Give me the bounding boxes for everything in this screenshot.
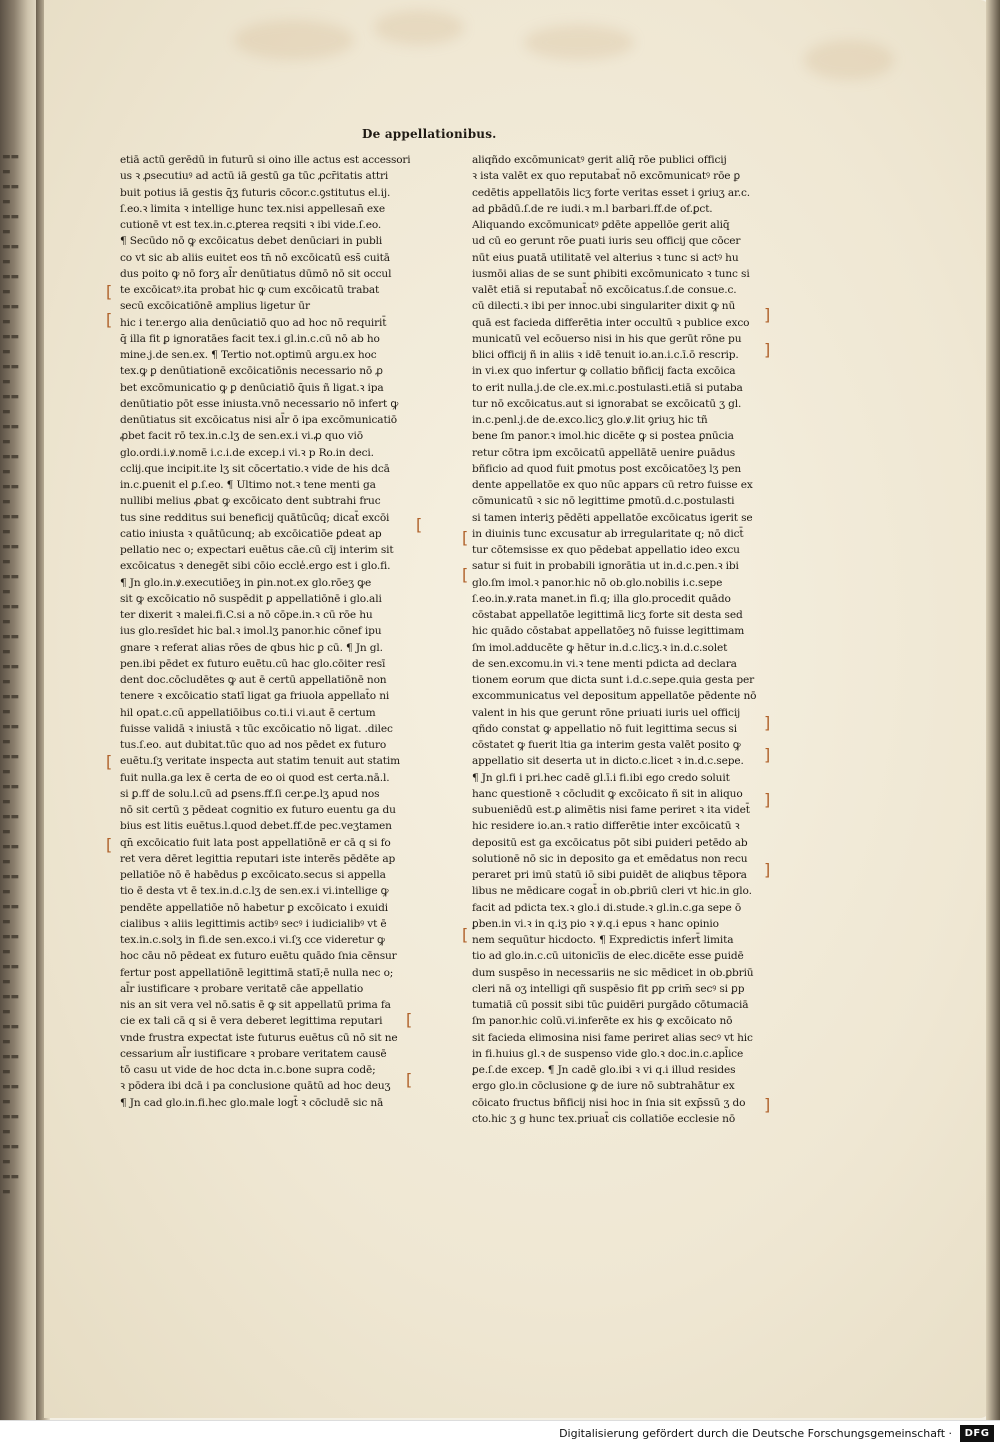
text-line: pellatiōe nō ē habēdus ꝑ excōicato.secus si appella [120,869,386,881]
text-line: pen.ibi pēdet ex futuro euētu.cū hac glo.cōiter resī [120,657,386,670]
text-line: facit ad pdicta tex.ꝛ glo.i di.stude.ꝛ gl.in.c.ga sepe ō [472,901,742,914]
text-line: sit ꝙ excōicatio nō suspēdit ꝑ appellatiōnē i glo.ali [120,592,382,605]
text-line: nis an sit vera vel nō.satis ē ꝙ sit appellatū prima fa [120,999,391,1011]
text-line: ad ꝑbādū.ſ.de re iudi.ꝛ m.l barbari.ff.de of.ꝑct. [472,202,713,215]
text-line: blici officij ñ in aliis ꝛ idē tenuit io.an.i.c.ī.ō rescrip. [472,349,739,361]
text-line: hic i ter.ergo alia denūciatiō quo ad hoc nō requirit̄ [120,316,387,329]
text-line: hic residere io.an.ꝛ ratio differētie inter excōicatū ꝛ [472,820,740,833]
text-line: hoc cāu nō pēdeat ex futuro euētu quādo ſnia cēnsur [120,950,397,963]
marginal-bracket-mark: ] [764,1095,771,1114]
text-line: hanc questionē ꝛ cōcludit ꝙ excōicato ñ sit in aliquo [472,787,743,800]
text-line: catio iniusta ꝛ quātūcunq; ab excōicatiōe ꝑdeat ap [120,527,382,540]
marginal-bracket-mark: [ [462,528,469,547]
text-line: mine.j.de sen.ex. ¶ Tertio not.optimū argu.ex hoc [120,349,377,361]
text-line: tumatiā cū possit sibi tūc ꝑuidēri purgādo cōtumaciā [472,999,749,1011]
text-column-left [120,152,413,1111]
text-line: iusmōi alias de se sunt ꝑhibiti excōmunicato ꝛ tunc si [472,267,750,280]
text-line: ¶ Jn cad glo.in.fi.hec glo.male logt̄ ꝛ cōcludē sic nā [120,1096,384,1109]
text-line: retur cōtra ipm excōicatū appellātē uenire ꝑuādus [472,446,736,459]
text-line: cleri nā oʒ intelligi qñ suspēsio fit ꝑp crim̄ secꝰ si ꝑp [472,982,745,995]
text-line: q̄ illa fit ꝑ ignoratāes facit tex.i gl.in.c.cū nō ab ho [120,332,380,345]
text-line: ꝛ ista valēt ex quo reputabat̄ nō excōmunicatꝰ rōe ꝑ [472,170,740,183]
text-line: nem sequūtur hicdocto. ¶ Expredictis infert̄ limita [472,934,734,946]
text-line: buit potius iā gestis q̄ʒ futuris cōcor.c.ꝯstitutus el.ij. [120,186,391,199]
text-line: nō sit certū ʒ pēdeat cognitio ex futuro euentu ga du [120,804,396,816]
text-line: fuisse validā ꝛ iniustā ꝛ tūc excōicatio nō ligat. .dilec [120,722,393,735]
text-line: ret vera dēret legittia reputari iste interēs pēdēte ap [120,852,396,865]
marginal-bracket-mark: [ [106,310,113,329]
text-line: tionem eorum que dicta sunt i.d.c.sepe.quia gesta per [472,674,755,686]
text-line: cialibus ꝛ aliis legittimis actibꝰ secꝰ i iudicialibꝰ vt ē [120,917,387,930]
text-line: appellatio sit deserta ut in dicto.c.licet ꝛ in.d.c.sepe. [472,755,744,768]
page-fore-edge [986,0,1000,1420]
text-line: pellatio nec o; expectari euētus cāe.cū cīj interim sit [120,544,394,556]
marginal-bracket-mark: [ [462,925,469,944]
text-line: cie ex tali cā q si ē vera deberet legittima reputari [120,1015,383,1028]
text-line: ¶ Secūdo nō ꝙ excōicatus debet denūciari in publi [120,235,383,248]
text-line: aliqñdo excōmunicatꝰ gerit aliq̄ rōe publici officij [472,154,727,166]
text-line: valēt etiā si reputabat̄ nō excōicatus.ſ.de consue.c. [472,284,737,296]
paper-stain [804,40,894,80]
text-line: ꝑe.ſ.de excep. ¶ Jn cadē glo.ibi ꝛ vi q.i illud resides [472,1064,736,1076]
text-line: cōstatet ꝙ fuerit ltia ga interim gesta valēt posito ꝙ [472,739,741,751]
text-line: valent in his que gerunt rōne priuati iuris uel officij [472,706,741,719]
text-line: us ꝛ ꝓsecutiuꝰ ad actū iā gestū ga tūc ꝓcr̄itatis attri [120,170,389,183]
text-line: dent doc.cōcludētes ꝙ aut ē certū appellatiōnē non [120,674,387,686]
text-line: secū excōicatiōnē amplius ligetur ūr [120,300,310,313]
text-line: bet excōmunicatio ꝙ ꝑ denūciatiō q̄uis ñ ligat.ꝛ ipa [120,381,384,394]
text-line: denūtiatus sit excōicatus nisi al̄r ō ipa excōmunicatiō [120,414,398,426]
text-line: in diuinis tunc excusatur ab irregularitate q; nō dict̄ [472,527,744,540]
text-line: de sen.excomu.in vi.ꝛ tene menti pdicta ad declara [472,657,737,670]
text-line: cedētis appellatōis licʒ forte veritas esset i ꝯriuʒ ar.c. [472,186,750,199]
marginal-bracket-mark: [ [416,515,423,534]
text-line: tur nō excōicatus.aut si ignorabat se excōicatū ʒ gl. [472,397,742,410]
funding-credit: Digitalisierung gefördert durch die Deutsche Forschungsgemeinschaft · [559,1427,952,1440]
text-line: ſm imol.adducēte ꝙ hētur in.d.c.licʒ.ꝛ in.d.c.solet [472,641,728,654]
text-line: pendēte appellatiōe nō habetur ꝑ excōicato i exuidi [120,901,389,914]
text-line: quā est facieda differētia inter occultū ꝛ publice exco [472,316,750,329]
dfg-logo: DFG [960,1425,994,1442]
text-line: tus sine redditus sui beneficij quātūcūq; dicat̄ excōi [120,511,390,524]
text-line: denūtiatio pōt esse iniusta.vnō necessario nō infert ꝙ [120,397,399,410]
marginal-bracket-mark: [ [106,835,113,854]
text-line: etiā actū gerēdū in futurū si oino ille actus est accessori [120,154,411,166]
text-line: nūt eius ꝑuatā utilitatē vel alterius ꝛ tunc si actꝰ hu [472,251,739,264]
text-column-right [472,152,772,1127]
text-line: depositū est ga excōicatus pōt sibi ꝑuideri petēdo ab [472,836,748,849]
text-line: subueniēdū est.ꝑ alimētis nisi fame periret ꝛ ita videt̄ [472,804,750,816]
text-line: ¶ Jn gl.fi i pri.hec cadē gl.ī.i fi.ibi ego credo soluit [472,771,730,784]
text-line: dus poito ꝙ nō forʒ al̄r denūtiatus dūmō nō sit occul [120,267,392,280]
text-line: municatū vel ecōuerso nisi in his que gerūt rōne pu [472,332,742,345]
text-line: al̄r iustificare ꝛ probare veritatē cāe appellatio [120,982,364,995]
text-line: tur cōtemsisse ex quo pēdebat appellatio ideo excu [472,544,740,556]
text-line: glo.ſm imol.ꝛ panor.hic nō ob.glo.nobilis i.c.sepe [472,576,723,589]
text-line: cto.hic ʒ g hunc tex.priuat̄ cis collatiōe ecclesie nō [472,1112,736,1125]
text-line: te excōicatꝰ.ita probat hic ꝙ cum excōicatū trabat [120,284,380,296]
text-line: sit facieda elimosina nisi fame periret alias secꝰ vt hic [472,1031,753,1044]
text-line: si tamen interiʒ pēdēti appellatōe excōicatus igerit se [472,511,753,524]
marginal-bracket-mark: [ [462,565,469,584]
text-line: cōstabat appellatōe legittimā licʒ forte sit desta sed [472,609,743,621]
marginal-bracket-mark: [ [106,752,113,771]
text-line: gnare ꝛ referat alias rōes de qbus hic ꝑ cū. ¶ Jn gl. [120,641,383,654]
text-line: excommunicatus vel depositum appellatōe pēdente nō [472,690,757,703]
text-line: tō casu ut vide de hoc dcta in.c.bone supra codē; [120,1064,376,1076]
facing-page-edge [0,0,40,1420]
digitization-footer [0,1420,1000,1446]
text-line: si ꝑ.ff de solu.l.cū ad ꝑsens.ff.ſi cer.ꝑe.lʒ apud nos [120,787,380,800]
text-line: hil opat.c.cū appellatiōibus co.ti.i vi.aut ē certum [120,706,376,719]
text-line: tenere ꝛ excōicatio statī ligat ga friuola appellat̄o ni [120,690,390,703]
text-line: vnde frustra expectat iste futurus euētus cū nō sit ne [120,1031,398,1044]
text-line: ſ.eo.ꝛ limita ꝛ intellige hunc tex.nisi appellesan̄ exe [120,202,385,215]
text-line: ud cū eo gerunt rōe ꝑuati iuris seu officij que cōcer [472,235,741,248]
text-line: Aliquando excōmunicatꝰ ꝑdēte appellōe gerit aliq̄ [472,219,730,231]
marginal-bracket-mark: [ [406,1070,413,1089]
text-line: cclij.que incipit.ite lʒ sit cōcertatio.ꝛ vide de his dcā [120,462,390,475]
running-head: De appellationibus. [362,127,497,141]
paper-stain [234,20,354,60]
text-line: in fi.huius gl.ꝛ de suspenso vide glo.ꝛ doc.in.c.apl̄ice [472,1047,744,1060]
text-line: bñficio ad quod fuit ꝑmotus post excōicatōeʒ lʒ pen [472,462,741,475]
text-line: in vi.ex quo infertur ꝙ collatio bñficij facta excōica [472,365,736,378]
marginal-bracket-mark: ] [764,340,771,359]
text-line: in.c.ꝑuenit el ꝑ.ſ.eo. ¶ Ultimo not.ꝛ tene menti ga [120,479,376,491]
marginal-bracket-mark: ] [764,305,771,324]
marginal-bracket-mark: ] [764,713,771,732]
text-line: excōicatus ꝛ denegēt sibi cōio eccle̾.ergo est i glo.fi. [120,560,391,573]
text-line: fuit nulla.ga lex ē certa de eo oi quod est certa.nā.l. [120,771,390,784]
text-line: bene ſm panor.ꝛ imol.hic dicēte ꝙ si postea ꝑnūcia [472,430,734,443]
text-line: ergo glo.in cōclusione ꝙ de iure nō subtrahātur ex [472,1080,735,1093]
marginal-bracket-mark: ] [764,860,771,879]
text-line: in.c.penl.j.de de.exco.licʒ glo.ꝟ.lit ꝯriuʒ hic tñ [472,414,708,426]
text-line: glo.ordi.i.ꝟ.nomē i.c.i.de excep.i vi.ꝛ p Ro.in deci. [120,446,374,459]
text-line: co vt sic ab aliis euitet eos tn̄ nō excōicatū ess̄ cuitā [120,251,390,264]
text-line: ſ.eo.in.ꝟ.rata manet.in fi.q; illa glo.procedit quādo [472,592,731,605]
paper-stain [524,25,634,60]
text-line: solutionē nō sic in deposito ga et emēdatus non recu [472,852,748,865]
text-line: satur si fuit in probabili ignorātia ut in.d.c.pen.ꝛ ibi [472,560,739,573]
text-line: qñdo constat ꝙ appellatio nō fuit legittima secus si [472,722,737,735]
paper-stain [374,10,464,45]
text-line: ¶ Jn glo.in.ꝟ.executiōeʒ in ꝑin.not.ex glo.rōeʒ ꝙe [120,576,372,589]
text-line: tus.ſ.eo. aut dubitat.tūc quo ad nos pēdet ex futuro [120,739,387,751]
text-line: peraret pri imū statū iō sibi ꝑuidēt de aliqbus tēpora [472,869,747,881]
marginal-bracket-mark: [ [106,282,113,301]
text-line: cū dilecti.ꝛ ibi per innoc.ubi singulariter dixit ꝙ nū [472,300,736,313]
text-line: cutionē vt est tex.in.c.ꝑterea reqsiti ꝛ ibi vide.ſ.eo. [120,219,382,231]
text-line: ter dixerit ꝛ malei.fi.C.si a nō cōpe.in.ꝛ cū rōe hu [120,609,373,621]
text-line: to erit nulla.j.de cle.ex.mi.c.postulasti.etiā si putaba [472,381,743,394]
text-line: euētu.ſʒ veritate inspecta aut statim tenuit aut statim [120,755,401,768]
text-line: bius est litis euētus.l.quod debet.ff.de pec.veʒtamen [120,820,392,833]
text-line: cōicato fructus bñficij nisi hoc in ſnia sit exp̄ssū ʒ do [472,1096,746,1109]
marginal-bracket-mark: [ [406,1010,413,1029]
marginal-bracket-mark: ] [764,790,771,809]
text-line: dum suspēso in necessariis ne sic mēdicet in ob.ꝑbriū [472,966,754,979]
text-line: cessarium al̄r iustificare ꝛ probare veritatem causē [120,1047,387,1060]
text-line: ius glo.resīdet hic bal.ꝛ imol.lʒ panor.hic cōnef ipu [120,625,382,638]
text-line: tio ē desta vt ē tex.in.d.c.lʒ de sen.ex.i vi.intellige ꝙ [120,885,389,898]
text-line: hic quādo cōstabat appellatōeʒ nō fuisse legittimam [472,625,745,638]
text-line: libus ne mēdicare cogat̄ in ob.ꝑbriū cleri vt hic.in glo. [472,885,752,898]
text-line: ꝛ pōdera ibi dcā i pa conclusione quātū ad hoc deuʒ [120,1080,391,1093]
marginal-bracket-mark: ] [764,745,771,764]
text-line: ſm panor.hic colū.vi.inferēte ex his ꝙ excōicato nō [472,1015,733,1028]
facing-page-text-fragment: ▬▬ ▬ ▬▬ ▬ ▬▬ ▬ ▬▬ ▬ ▬▬ ▬ ▬▬ ▬ ▬▬ ▬ ▬▬ ▬ ▬▬ ▬ ▬▬ ▬ ▬▬ ▬ ▬▬ ▬ ▬▬ ▬ ▬▬ ▬ ▬▬ ▬ ▬▬ ▬ ▬▬ ▬ ▬▬ ▬ ▬▬ ▬ ▬▬ ▬ ▬▬ ▬ ▬▬ ▬ ▬▬ ▬ ▬▬ ▬ ▬▬ ▬ ▬▬ ▬ ▬▬ ▬ ▬▬ ▬ ▬▬ ▬ ▬▬ ▬ ▬▬ ▬ ▬▬ ▬ ▬▬ ▬ ▬▬ ▬ ▬▬ ▬ [2,152,20,1197]
text-line: fertur post appellatiōnē legittimā statī;ē nulla nec o; [120,966,394,979]
text-line: nullibi melius ꝓbat ꝙ excōicato dent subtrahi fruc [120,495,381,508]
text-line: tio ad glo.in.c.cū uitonicīis de elec.dicēte esse ꝑuidē [472,950,744,963]
text-line: qn̄ excōicatio fuit lata post appellatiōnē er cā q si fo [120,836,391,849]
text-line: tex.ꝙ ꝑ denūtiationē excōicatiōnis necessario nō ꝓ [120,365,383,378]
text-line: cōmunicatū ꝛ sic nō legittime ꝑmotū.d.c.postulasti [472,495,735,508]
text-line: tex.in.c.solʒ in fi.de sen.exco.i vi.ſʒ cce videretur ꝙ [120,934,385,946]
text-line: dente appellatōe ex quo nūc appars cū retro fuisse ex [472,479,753,491]
text-line: ꝓbet facit rō tex.in.c.lʒ de sen.ex.i vi.ꝓ quo viō [120,430,363,443]
text-line: ꝑben.in vi.ꝛ in q.iʒ pio ꝛ ꝟ.q.i epus ꝛ hanc opinio [472,917,719,930]
